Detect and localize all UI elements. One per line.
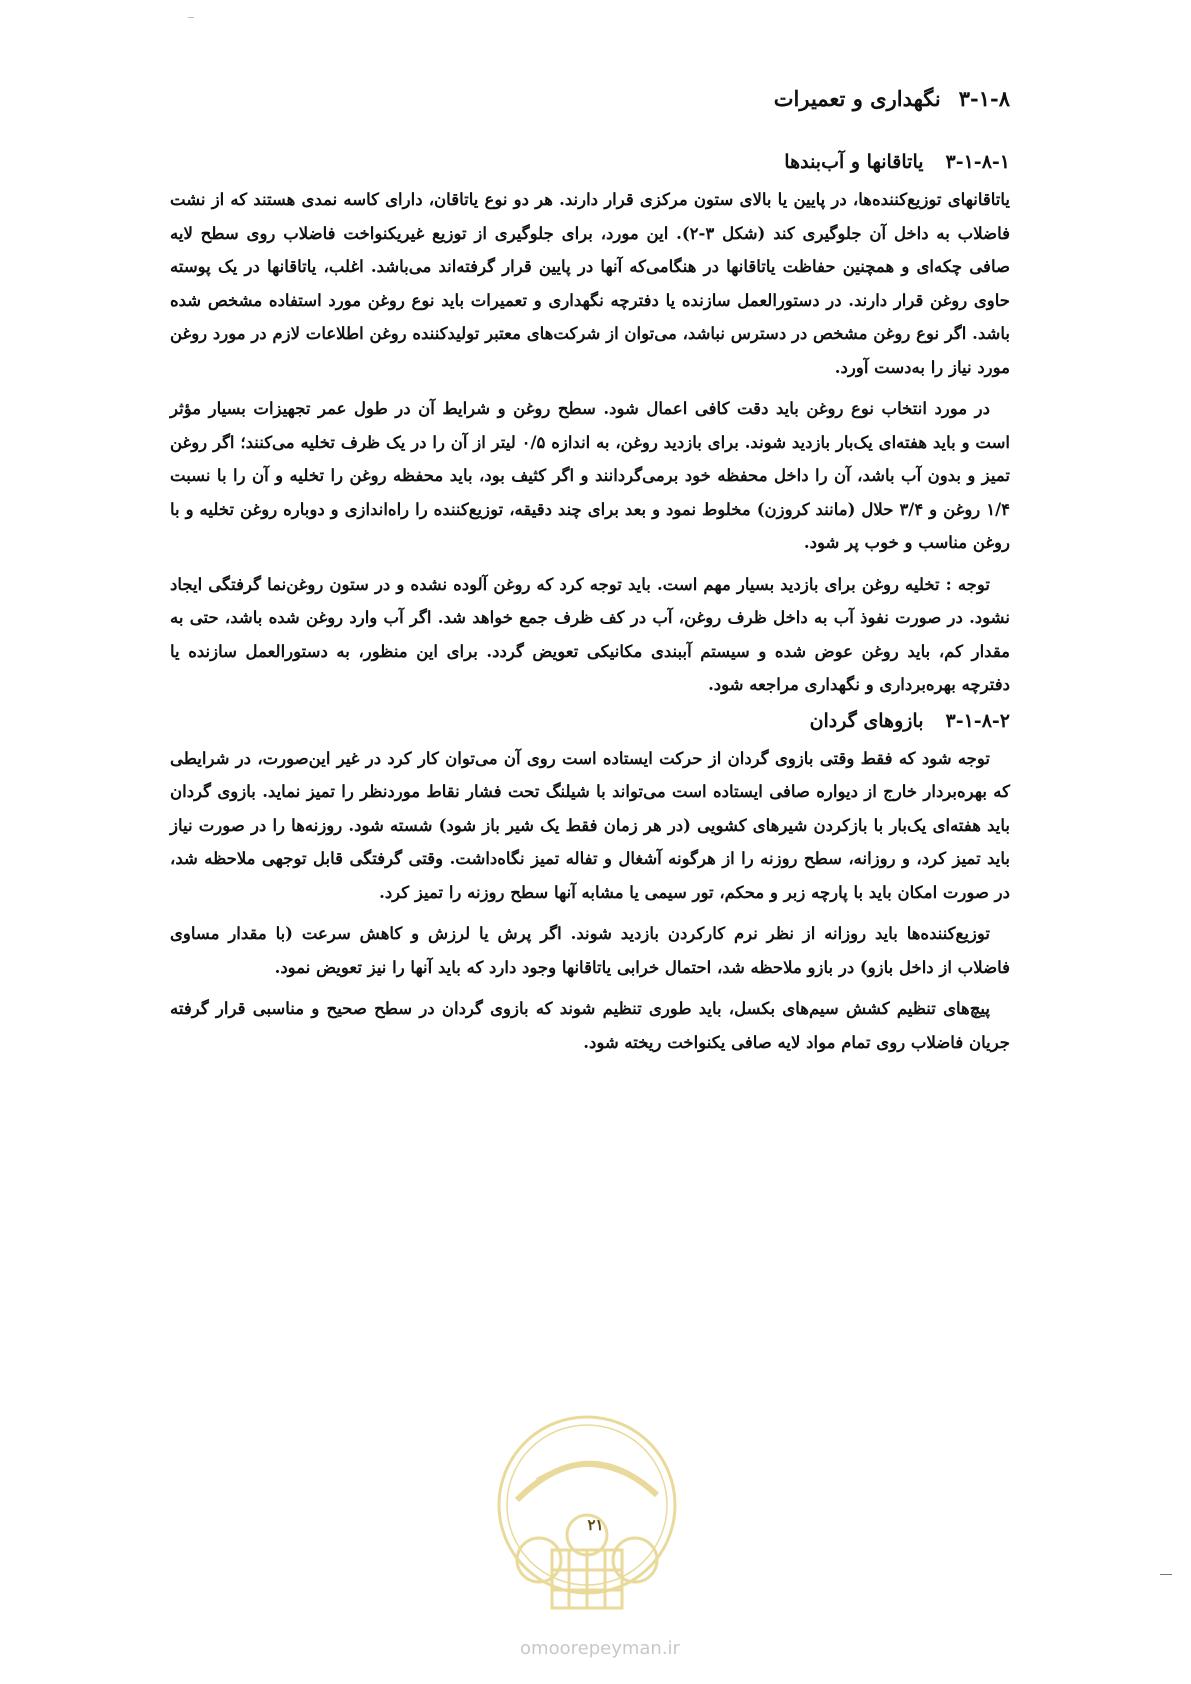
subsection-number: ۳-۱-۸-۱ [945, 151, 1010, 173]
paragraph: در مورد انتخاب نوع روغن باید دقت کافی اعمال شود. سطح روغن و شرایط آن در طول عمر تجهیزات بسیار مؤثر است و باید هفته‌ای یک‌بار بازدید شوند. برای بازدید روغن، به اندازه ۰/۵ لیتر از آن را در یک ظرف تخلیه می‌کنند؛ اگر روغن تمیز و بدون آب باشد، آن را داخل محفظه خود برمی‌گردانند و اگر کثیف بود، باید محفظه روغن را تخلیه و آن را با نسبت ۱/۴ روغن و ۳/۴ حلال (مانند کروزن) مخلوط نمود و بعد برای چند دقیقه، توزیع‌کننده را راه‌اندازی و دوباره روغن تخلیه و با روغن مناسب و خوب پر شود. [170, 399, 1011, 552]
section-number: ۳-۱-۸ [958, 86, 1010, 111]
website-watermark: omoorepeyman.ir [520, 1638, 680, 1659]
top-mark [188, 17, 194, 18]
paragraph: توزیع‌کننده‌ها باید روزانه از نظر نرم کارکردن بازدید شوند. اگر پرش یا لرزش و کاهش سرعت (با مقدار مساوی فاضلاب از داخل بازو) در بازو ملاحظه شد، احتمال خرابی یاتاقانها وجود دارد که باید آنها را نیز تعویض نمود. [170, 924, 1010, 977]
subsection-heading-rotating-arms [170, 710, 1010, 732]
subsection-heading-bearings [170, 151, 1010, 173]
document-content [170, 86, 1010, 1067]
section-heading [170, 86, 1010, 111]
subsection-title: یاتاقانها و آب‌بندها [784, 151, 924, 173]
edge-mark [1160, 1574, 1172, 1575]
subsection-number: ۳-۱-۸-۲ [945, 709, 1010, 732]
subsection-title: بازوهای گردان [809, 709, 924, 732]
watermark-logo [487, 1410, 687, 1620]
paragraph: یاتاقانهای توزیع‌کننده‌ها، در پایین یا بالای ستون مرکزی قرار دارند. هر دو نوع یاتاقان، دارای کاسه نمدی هستند که از نشت فاضلاب به داخل آن جلوگیری کند (شکل ۳-۲). این مورد، برای جلوگیری از توزیع غیریکنواخت فاضلاب روی سطح لایه صافی چکه‌ای و همچنین حفاظت یاتاقانها در هنگامی‌که آنها در پایین قرار گرفته‌اند می‌باشد. اغلب، یاتاقانها در یک پوسته حاوی روغن قرار دارند. در دستورالعمل سازنده یا دفترچه نگهداری و تعمیرات باید نوع روغن مورد استفاده مشخص شده باشد. اگر نوع روغن مشخص در دسترس نباشد، می‌توان از شرکت‌های معتبر تولیدکننده روغن اطلاعات لازم در مورد روغن مورد نیاز را به‌دست آورد. [170, 190, 1010, 377]
page-number: ۲۱ [587, 1516, 604, 1534]
paragraph: پیچ‌های تنظیم کشش سیم‌های بکسل، باید طوری تنظیم شوند که بازوی گردان در سطح صحیح و مناسبی قرار گرفته جریان فاضلاب روی تمام مواد لایه صافی یکنواخت ریخته شود. [170, 999, 1010, 1052]
section-title: نگهداری و تعمیرات [773, 86, 941, 111]
paragraph: توجه : تخلیه روغن برای بازدید بسیار مهم است. باید توجه کرد که روغن آلوده نشده و در ستون روغن‌نما گرفتگی ایجاد نشود. در صورت نفوذ آب به داخل ظرف روغن، آب در کف ظرف جمع خواهد شد. اگر آب وارد روغن شده باشد، حتی به مقدار کم، باید روغن عوض شده و سیستم آببندی مکانیکی تعویض گردد. برای این منظور، به دستورالعمل سازنده یا دفترچه بهره‌برداری و نگهداری مراجعه شود. [170, 574, 1010, 694]
paragraph: توجه شود که فقط وقتی بازوی گردان از حرکت ایستاده است روی آن می‌توان کار کرد در غیر این‌صورت، در شرایطی که بهره‌بردار خارج از دیواره صافی ایستاده است می‌تواند با شیلنگ تحت فشار نقاط موردنظر را تمیز نماید. بازوی گردان باید هفته‌ای یک‌بار با بازکردن شیرهای کشویی (در هر زمان فقط یک شیر باز شود) شسته شود. روزنه‌ها را در صورت نیاز باید تمیز کرد، و روزانه، سطح روزنه را از هرگونه آشغال و تفاله تمیز نگاه‌داشت. وقتی گرفتگی قابل توجهی ملاحظه شد، در صورت امکان باید با پارچه زبر و محکم، تور سیمی یا مشابه آنها سطح روزنه را تمیز کرد. [170, 748, 1010, 902]
